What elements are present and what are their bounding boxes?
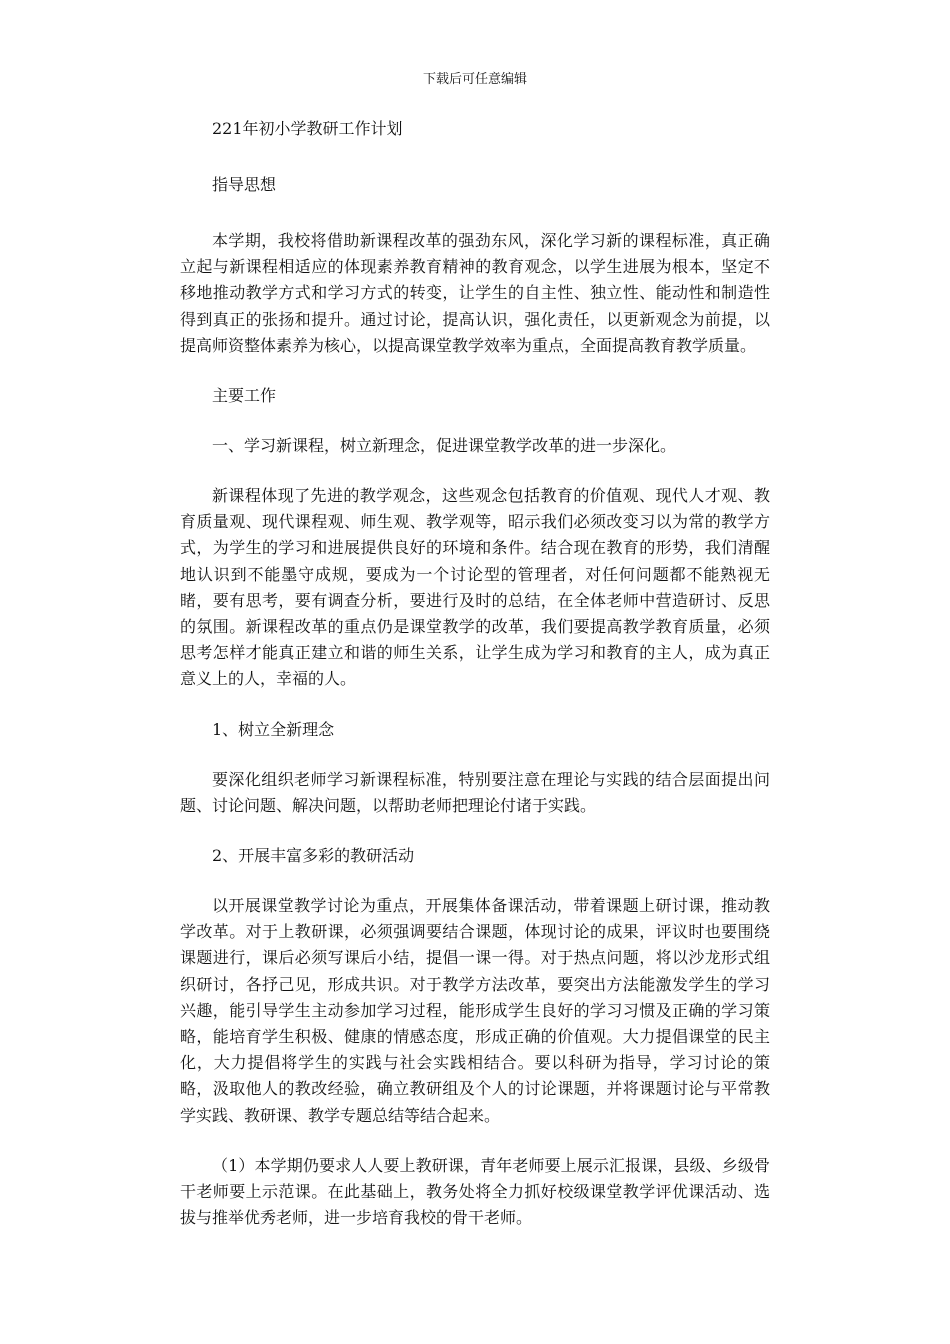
item-heading-one: 一、学习新课程，树立新理念，促进课堂教学改革的进一步深化。 xyxy=(212,436,677,456)
section-heading-guiding: 指导思想 xyxy=(212,175,277,194)
section-heading-main-work: 主要工作 xyxy=(212,386,277,406)
paragraph-activities: 以开展课堂教学讨论为重点，开展集体备课活动，带着课题上研讨课，推动教学改革。对于上教研课，必须强调要结合课题，体现讨论的成果，评议时也要围绕课题进行，课后必须写课后小结，提倡一课一得。对于热点问题，将以沙龙形式组织研讨，各抒己见，形成共识。对于教学方法改革，要突出方法能激发学生的学习兴趣，能引导学生主动参加学习过程，能形成学生良好的学习习惯及正确的学习策略，能培育学生积极、健康的情感态度，形成正确的价值观。大力提倡课堂的民主化，大力提倡将学生的实践与社会实践相结合。要以科研为指导，学习讨论的策略，汲取他人的教改经验，确立教研组及个人的讨论课题，并将课题讨论与平常教学实践、教研课、教学专题总结等结合起来。 xyxy=(180,896,770,1125)
paragraph-new-concept: 要深化组织老师学习新课程标准，特别要注意在理论与实践的结合层面提出问题、讨论问题、解决问题，以帮助老师把理论付诸于实践。 xyxy=(180,769,770,815)
document-title: 221年初小学教研工作计划 xyxy=(212,119,403,138)
document-body xyxy=(180,116,770,1231)
paragraph-guiding: 本学期，我校将借助新课程改革的强劲东风，深化学习新的课程标准，真正确立起与新课程相适应的体现素养教育精神的教育观念，以学生进展为根本，坚定不移地推动教学方式和学习方式的转变，让学生的自主性、独立性、能动性和制造性得到真正的张扬和提升。通过讨论，提高认识，强化责任，以更新观念为前提，以提高师资整体素养为核心，以提高课堂教学效率为重点，全面提高教育教学质量。 xyxy=(180,231,770,355)
sub-heading-new-concept: 1、树立全新理念 xyxy=(212,719,335,739)
paragraph-item-one: 新课程体现了先进的教学观念，这些观念包括教育的价值观、现代人才观、教育质量观、现代课程观、师生观、教学观等，昭示我们必须改变习以为常的教学方式，为学生的学习和进展提供良好的环境和条件。结合现在教育的形势，我们清醒地认识到不能墨守成规，要成为一个讨论型的管理者，对任何问题都不能熟视无睹，要有思考，要有调查分析，要进行及时的总结，在全体老师中营造研讨、反思的氛围。新课程改革的重点仍是课堂教学的改革，我们要提高教学教育质量，必须思考怎样才能真正建立和谐的师生关系，让学生成为学习和教育的主人，成为真正意义上的人，幸福的人。 xyxy=(180,486,770,689)
download-note: 下载后可任意编辑 xyxy=(422,72,527,87)
sub-heading-activities: 2、开展丰富多彩的教研活动 xyxy=(212,846,415,866)
paragraph-point-1: （1）本学期仍要求人人要上教研课，青年老师要上展示汇报课，县级、乡级骨干老师要上示范课。在此基础上，教务处将全力抓好校级课堂教学评优课活动、选拔与推举优秀老师，进一步培育我校的骨干老师。 xyxy=(180,1155,770,1228)
